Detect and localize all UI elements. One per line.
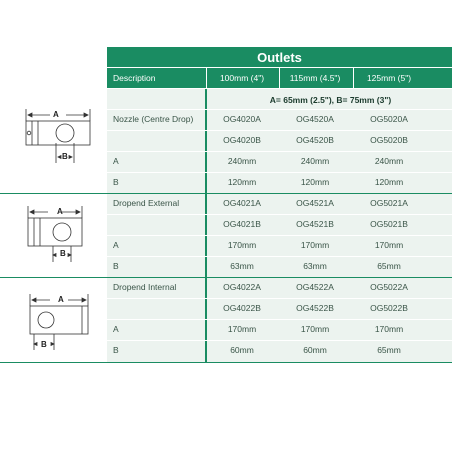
group-divider [0, 362, 452, 363]
code-cell: OG5020B [370, 135, 408, 145]
value-cell: 60mm [230, 345, 254, 355]
dimension-label-a: A [58, 295, 64, 304]
code-cell: OG4522A [296, 282, 334, 292]
dimension-label-a: A [57, 207, 63, 216]
value-cell: 170mm [300, 240, 330, 250]
code-cell: OG4520B [296, 135, 334, 145]
row-label-nozzle: Nozzle (Centre Drop) [113, 114, 194, 124]
dimension-label-a: A [53, 110, 59, 119]
value-cell: 240mm [300, 156, 330, 166]
row-label-b: B [113, 261, 119, 271]
value-cell: 65mm [377, 345, 401, 355]
value-cell: 170mm [374, 324, 404, 334]
value-cell: 240mm [227, 156, 257, 166]
row-label-a: A [113, 240, 119, 250]
value-cell: 170mm [374, 240, 404, 250]
value-cell: 170mm [227, 324, 257, 334]
dimension-label-b: B [60, 249, 66, 258]
code-cell: OG5021B [370, 219, 408, 229]
header-col-125mm: 125mm (5") [366, 73, 412, 83]
value-cell: 120mm [227, 177, 257, 187]
value-cell: 170mm [300, 324, 330, 334]
value-cell: 170mm [227, 240, 257, 250]
header-description: Description [113, 73, 156, 83]
dimension-note: A= 65mm (2.5"), B= 75mm (3") [269, 95, 392, 105]
code-cell: OG4021A [223, 198, 261, 208]
code-cell: OG5022A [370, 282, 408, 292]
row-label-dropend-internal: Dropend Internal [113, 282, 177, 292]
code-cell: OG4520A [296, 114, 334, 124]
header-divider [279, 68, 280, 89]
code-cell: OG4021B [223, 219, 261, 229]
value-cell: 60mm [303, 345, 327, 355]
row-label-b: B [113, 177, 119, 187]
value-cell: 63mm [230, 261, 254, 271]
dimension-label-b: B [62, 152, 68, 161]
code-cell: OG4020B [223, 135, 261, 145]
code-cell: OG4020A [223, 114, 261, 124]
value-cell: 120mm [374, 177, 404, 187]
table-title: Outlets [107, 47, 452, 67]
code-cell: OG4022B [223, 303, 261, 313]
header-col-115mm: 115mm (4.5") [289, 73, 341, 83]
code-cell: OG5021A [370, 198, 408, 208]
value-cell: 63mm [303, 261, 327, 271]
header-divider [353, 68, 354, 89]
code-cell: OG5020A [370, 114, 408, 124]
row-label-dropend-external: Dropend External [113, 198, 180, 208]
code-cell: OG4521B [296, 219, 334, 229]
row-label-b: B [113, 345, 119, 355]
code-cell: OG4521A [296, 198, 334, 208]
code-cell: OG4522B [296, 303, 334, 313]
value-cell: 65mm [377, 261, 401, 271]
code-cell: OG4022A [223, 282, 261, 292]
row-label-a: A [113, 324, 119, 334]
header-col-100mm: 100mm (4") [219, 73, 265, 83]
code-cell: OG5022B [370, 303, 408, 313]
value-cell: 240mm [374, 156, 404, 166]
value-cell: 120mm [300, 177, 330, 187]
row-label-a: A [113, 156, 119, 166]
dimension-label-b: B [41, 340, 47, 349]
header-divider [206, 68, 207, 89]
